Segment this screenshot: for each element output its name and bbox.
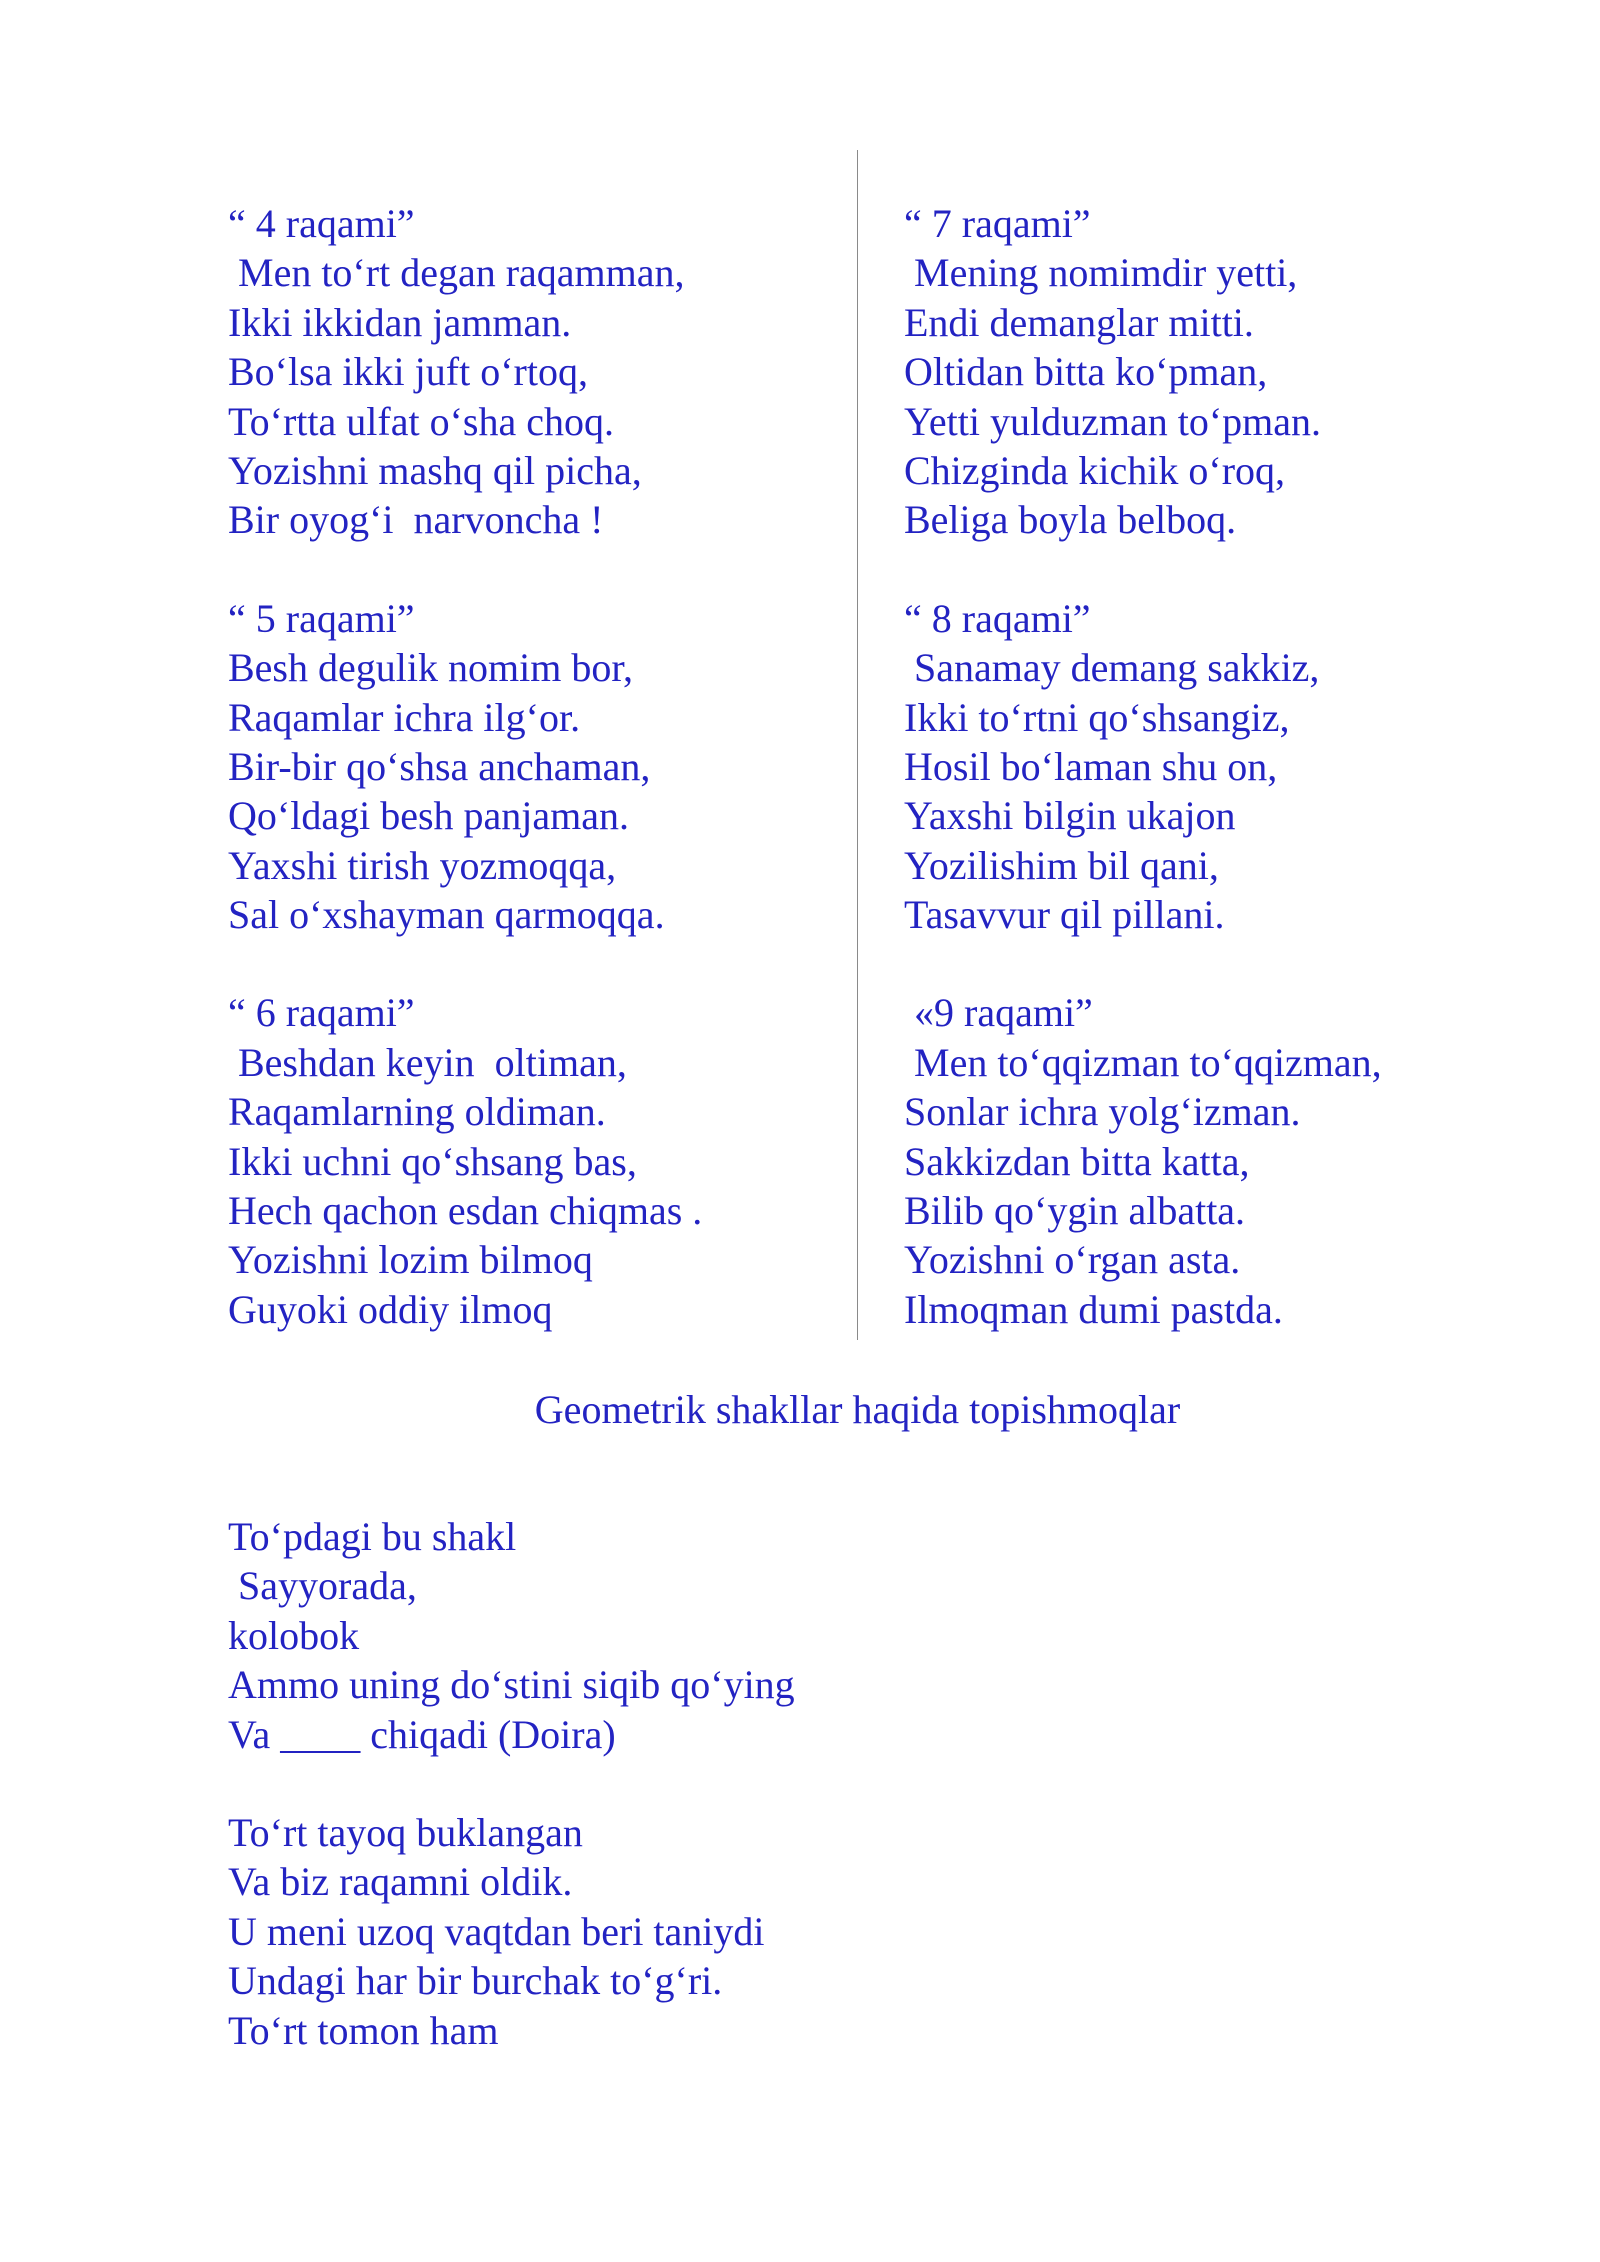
- poem-line: Yozishni mashq qil picha,: [228, 447, 642, 493]
- right-column: [904, 199, 1564, 1383]
- poem-line: To‘rtta ulfat o‘sha choq.: [228, 398, 614, 444]
- poem-line: Bo‘lsa ikki juft o‘rtoq,: [228, 349, 588, 395]
- poem-line: Raqamlar ichra ilg‘or.: [228, 694, 581, 740]
- poem-line: Tasavvur qil pillani.: [904, 892, 1225, 938]
- poem-line: Sakkizdan bitta katta,: [904, 1138, 1250, 1184]
- poem-line: Yetti yulduzman to‘pman.: [904, 398, 1322, 444]
- riddle-line: Undagi har bir burchak to‘g‘ri.: [228, 1958, 723, 2004]
- poem-line: Yaxshi bilgin ukajon: [904, 793, 1236, 839]
- poem-line: Besh degulik nomim bor,: [228, 645, 634, 691]
- poem-line: Qo‘ldagi besh panjaman.: [228, 793, 629, 839]
- poem-title: “ 5 raqami”: [228, 595, 415, 641]
- poem-line: Men to‘rt degan raqamman,: [228, 250, 685, 296]
- poem-line: Hosil bo‘laman shu on,: [904, 743, 1278, 789]
- poem-line: Guyoki oddiy ilmoq: [228, 1286, 553, 1332]
- poem-6: [228, 988, 888, 1334]
- poem-line: Yaxshi tirish yozmoqqa,: [228, 842, 617, 888]
- poem-line: Endi demanglar mitti.: [904, 299, 1254, 345]
- riddle-circle: [228, 1512, 1428, 1759]
- poem-line: Beshdan keyin oltiman,: [228, 1039, 627, 1085]
- poem-line: Men to‘qqizman to‘qqizman,: [904, 1039, 1382, 1085]
- riddle-line: Va biz raqamni oldik.: [228, 1859, 573, 1905]
- poem-title: «9 raqami”: [904, 990, 1093, 1036]
- riddle-line: Va ____ chiqadi (Doira): [228, 1711, 616, 1757]
- section-heading: Geometrik shakllar haqida topishmoqlar: [534, 1387, 1181, 1432]
- riddle-line: To‘pdagi bu shakl: [228, 1514, 517, 1559]
- riddle-line: To‘rt tayoq buklangan: [228, 1809, 583, 1855]
- poem-title: “ 7 raqami”: [904, 201, 1091, 246]
- poem-line: Raqamlarning oldiman.: [228, 1089, 606, 1135]
- poem-line: Bilib qo‘ygin albatta.: [904, 1188, 1246, 1234]
- poem-line: Hech qachon esdan chiqmas .: [228, 1188, 703, 1234]
- riddle-line: Sayyorada,: [228, 1563, 417, 1609]
- poem-line: Ikki ikkidan jamman.: [228, 299, 572, 345]
- poem-line: Bir oyog‘i narvoncha !: [228, 497, 604, 543]
- poem-7: [904, 199, 1564, 545]
- riddle-line: To‘rt tomon ham: [228, 2007, 499, 2053]
- left-column: [228, 199, 888, 1383]
- poem-line: Ikki to‘rtni qo‘shsangiz,: [904, 694, 1290, 740]
- poem-line: Chizginda kichik o‘roq,: [904, 447, 1286, 493]
- poem-4: [228, 199, 888, 545]
- riddles-section: [228, 1512, 1428, 2104]
- riddle-line: Ammo uning do‘stini siqib qo‘ying: [228, 1662, 795, 1708]
- poem-title: “ 6 raqami”: [228, 990, 415, 1036]
- poem-line: Beliga boyla belboq.: [904, 497, 1237, 543]
- poem-line: Mening nomimdir yetti,: [904, 250, 1298, 296]
- riddle-line: kolobok: [228, 1612, 360, 1658]
- poem-line: Yozishni o‘rgan asta.: [904, 1237, 1241, 1283]
- poem-9: [904, 988, 1564, 1334]
- riddle-line: U meni uzoq vaqtdan beri taniydi: [228, 1908, 765, 1954]
- poem-line: Ilmoqman dumi pastda.: [904, 1286, 1283, 1332]
- poem-line: Bir-bir qo‘shsa anchaman,: [228, 743, 651, 789]
- poem-line: Sonlar ichra yolg‘izman.: [904, 1089, 1301, 1135]
- poem-line: Sanamay demang sakkiz,: [904, 645, 1320, 691]
- poem-8: [904, 594, 1564, 940]
- poem-line: Sal o‘xshayman qarmoqqa.: [228, 892, 665, 938]
- poem-title: “ 8 raqami”: [904, 595, 1091, 641]
- riddle-square: [228, 1808, 1428, 2055]
- poem-5: [228, 594, 888, 940]
- poem-line: Oltidan bitta ko‘pman,: [904, 349, 1268, 395]
- poem-line: Yozilishim bil qani,: [904, 842, 1219, 888]
- poem-line: Yozishni lozim bilmoq: [228, 1237, 593, 1283]
- poem-line: Ikki uchni qo‘shsang bas,: [228, 1138, 637, 1184]
- poem-title: “ 4 raqami”: [228, 201, 415, 246]
